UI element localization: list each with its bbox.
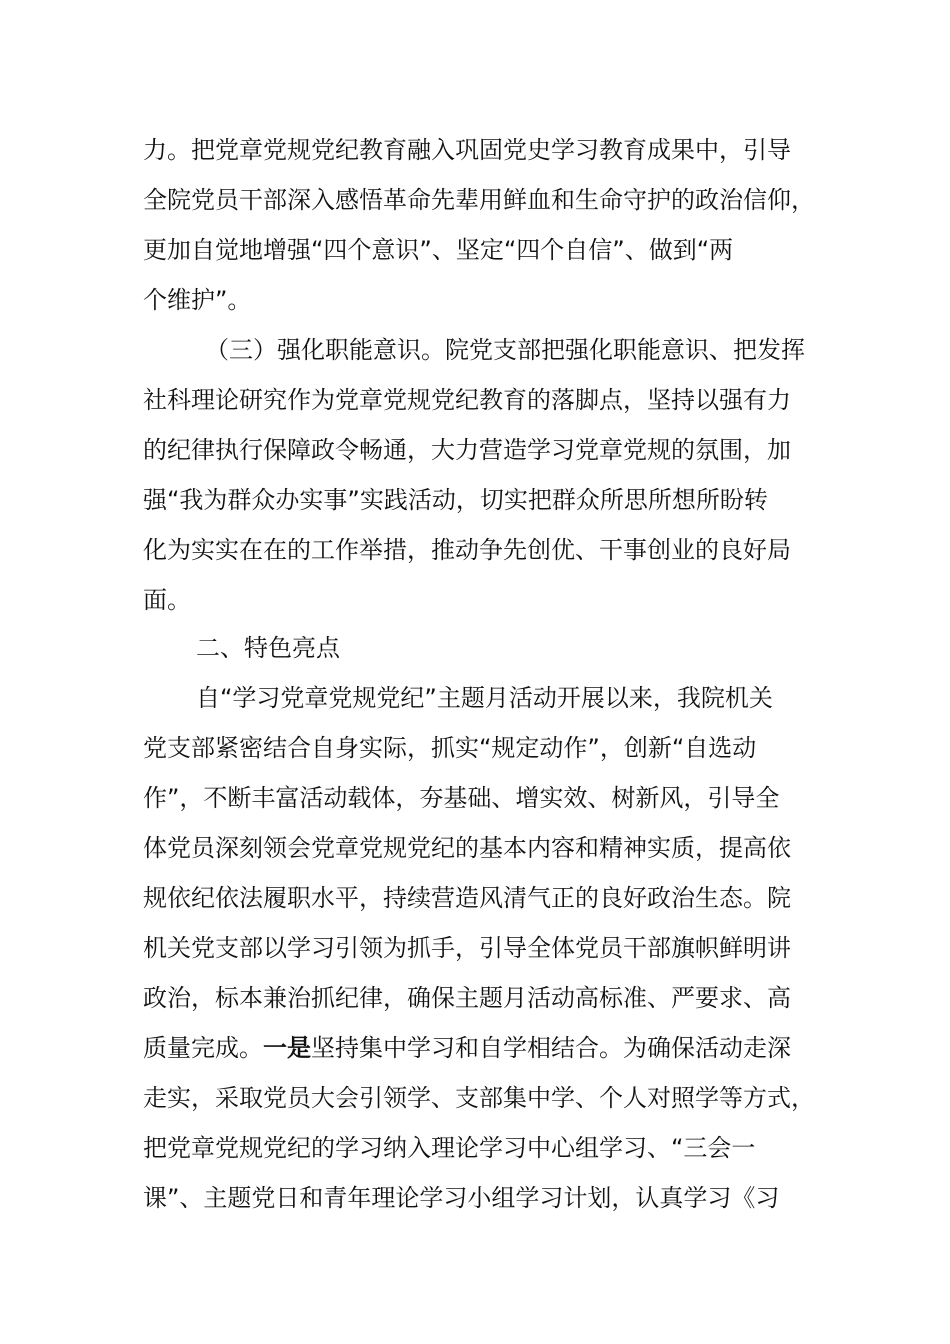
section-heading-2: 二、特色亮点 — [196, 634, 340, 662]
emphasis-text: 一是 — [263, 1034, 311, 1062]
text-line: 更加自觉地增强“四个意识”、坚定“四个自信”、做到“两 — [143, 236, 734, 264]
text-line: 规依纪依法履职水平，持续营造风清气正的良好政治生态。院 — [143, 884, 791, 912]
text-line: 课”、主题党日和青年理论学习小组学习计划，认真学习《习 — [143, 1184, 780, 1212]
text-line: 走实，采取党员大会引领学、支部集中学、个人对照学等方式， — [143, 1084, 815, 1112]
text-line: 体党员深刻领会党章党规党纪的基本内容和精神实质，提高依 — [143, 834, 791, 862]
text-line: 力。把党章党规党纪教育融入巩固党史学习教育成果中，引导 — [143, 136, 791, 164]
text-segment: 坚持集中学习和自学相结合。为确保活动走深 — [311, 1034, 791, 1062]
text-line: 党支部紧密结合自身实际，抓实“规定动作”，创新“自选动 — [143, 734, 757, 762]
text-line: 全院党员干部深入感悟革命先辈用鲜血和生命守护的政治信仰， — [143, 186, 815, 214]
text-line: 机关党支部以学习引领为抓手，引导全体党员干部旗帜鲜明讲 — [143, 934, 791, 962]
text-line: 自“学习党章党规党纪”主题月活动开展以来，我院机关 — [196, 684, 773, 712]
text-segment: 质量完成。 — [143, 1034, 263, 1062]
text-line-mixed — [143, 1032, 791, 1064]
text-line: 化为实实在在的工作举措，推动争先创优、干事创业的良好局 — [143, 536, 791, 564]
text-line: 社科理论研究作为党章党规党纪教育的落脚点，坚持以强有力 — [143, 386, 791, 414]
section-heading-3: （三）强化职能意识。院党支部把强化职能意识、把发挥 — [205, 336, 805, 364]
text-line: 的纪律执行保障政令畅通，大力营造学习党章党规的氛围，加 — [143, 436, 791, 464]
text-line: 作”，不断丰富活动载体，夯基础、增实效、树新风，引导全 — [143, 784, 780, 812]
text-line: 强“我为群众办实事”实践活动，切实把群众所思所想所盼转 — [143, 486, 768, 514]
text-line: 把党章党规党纪的学习纳入理论学习中心组学习、“三会一 — [143, 1134, 756, 1162]
text-line: 政治，标本兼治抓纪律，确保主题月活动高标准、严要求、高 — [143, 984, 791, 1012]
text-line: 个维护”。 — [143, 286, 252, 314]
text-line: 面。 — [143, 586, 191, 614]
